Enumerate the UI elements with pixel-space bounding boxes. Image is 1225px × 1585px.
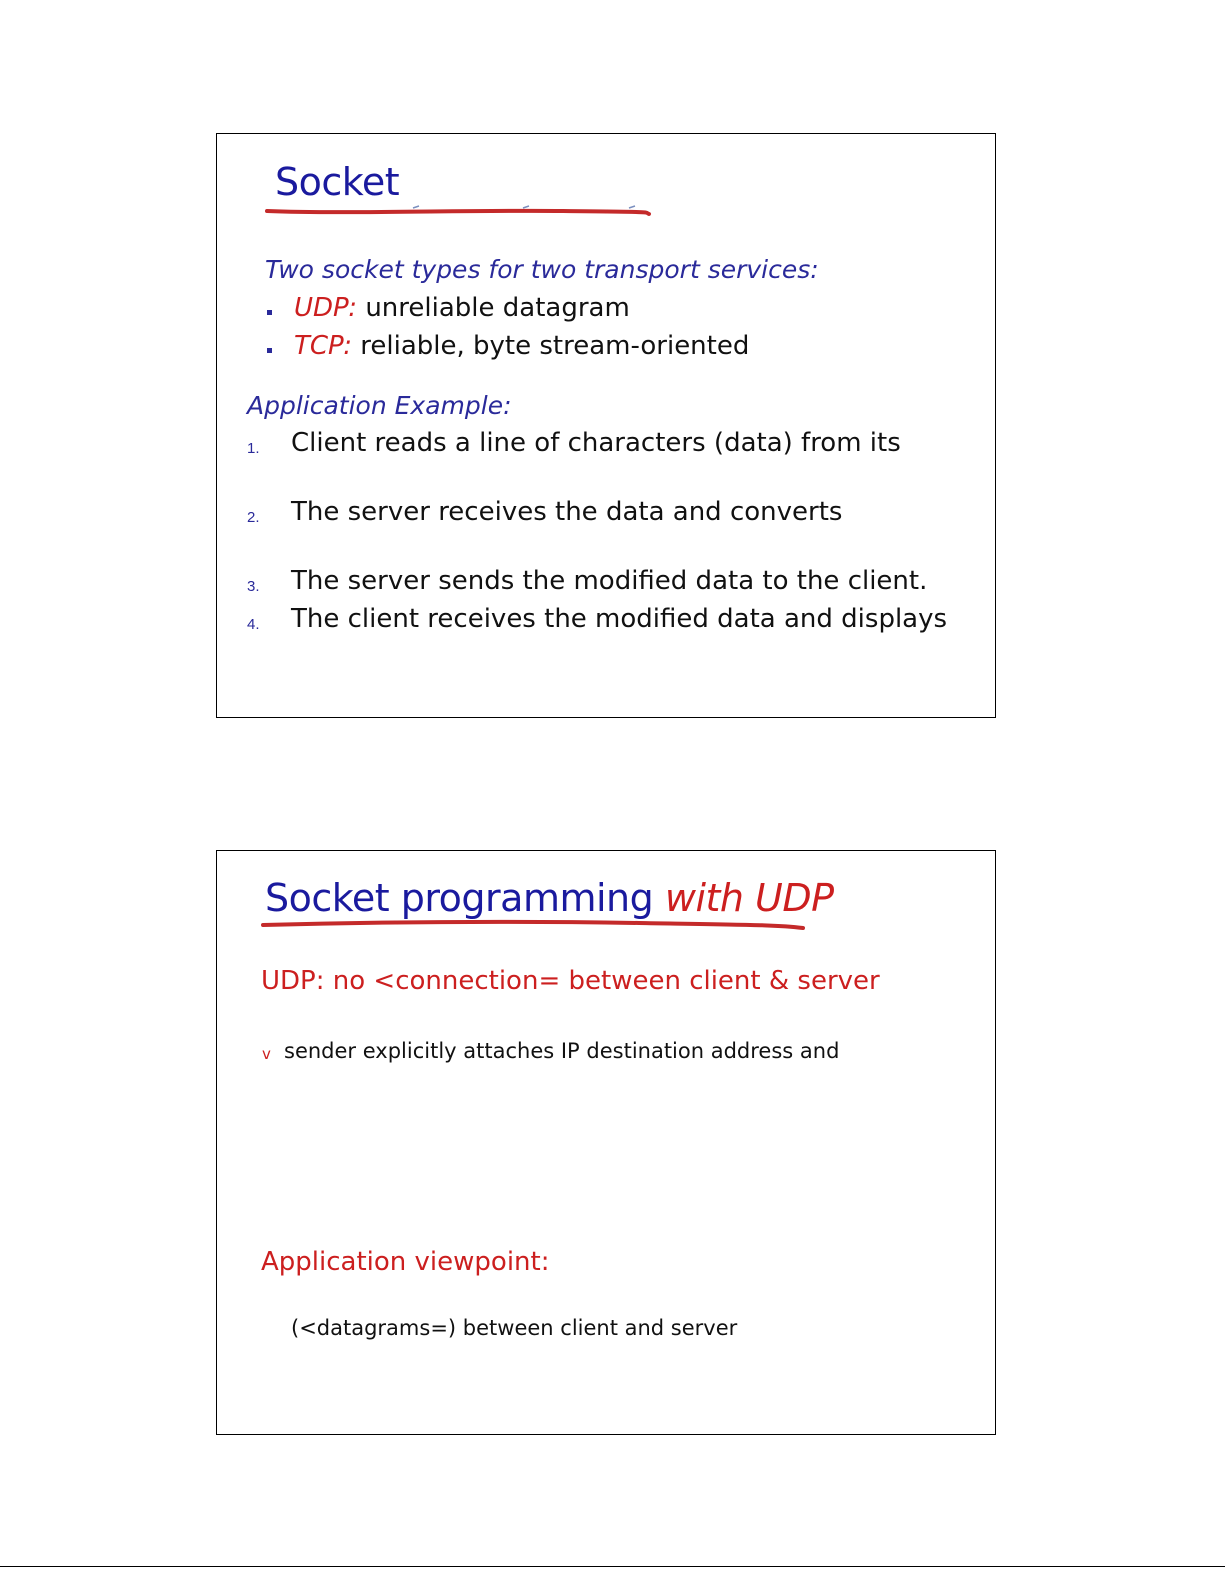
step-number: 4.	[247, 616, 260, 633]
example-heading-a: Application	[247, 391, 387, 420]
step-number: 2.	[247, 509, 260, 526]
bullet-label: TCP:	[294, 331, 353, 361]
bullet-marker: v	[262, 1045, 271, 1063]
bullet-text: reliable, byte stream-oriented	[360, 331, 750, 361]
title-part-b: with UDP	[664, 876, 834, 920]
bullet-label: UDP:	[294, 293, 358, 323]
slide-socket	[216, 133, 996, 718]
slide-title: Socket	[275, 160, 400, 204]
slide-title	[265, 876, 834, 920]
bullet-udp	[294, 293, 630, 323]
udp-statement: UDP: no <connection= between client & server	[261, 966, 880, 996]
step-number: 1.	[247, 440, 260, 457]
step-number: 3.	[247, 578, 260, 595]
slide-udp	[216, 850, 996, 1435]
intro-text: Two socket types for two transport services:	[265, 255, 819, 284]
title-underline	[263, 202, 653, 222]
step-text: The server receives the data and converts	[291, 497, 843, 527]
title-underline	[259, 915, 809, 935]
example-heading-b: Example:	[394, 391, 512, 420]
bullet-text: unreliable datagram	[365, 293, 630, 323]
bullet-marker	[267, 348, 272, 353]
title-part-a: Socket programming	[265, 876, 654, 920]
step-text: The server sends the modified data to the client.	[291, 566, 928, 596]
viewpoint-heading: Application viewpoint:	[261, 1247, 550, 1277]
step-text: The client receives the modified data and displays	[291, 604, 948, 634]
bullet-text: sender explicitly attaches IP destination address and	[284, 1039, 840, 1063]
step-text: Client reads a line of characters (data) from its	[291, 428, 901, 458]
example-heading	[247, 391, 512, 420]
page-bottom-rule	[0, 1566, 1225, 1567]
bullet-marker	[267, 310, 272, 315]
bullet-tcp	[294, 331, 749, 361]
viewpoint-text: (<datagrams=) between client and server	[291, 1316, 738, 1340]
